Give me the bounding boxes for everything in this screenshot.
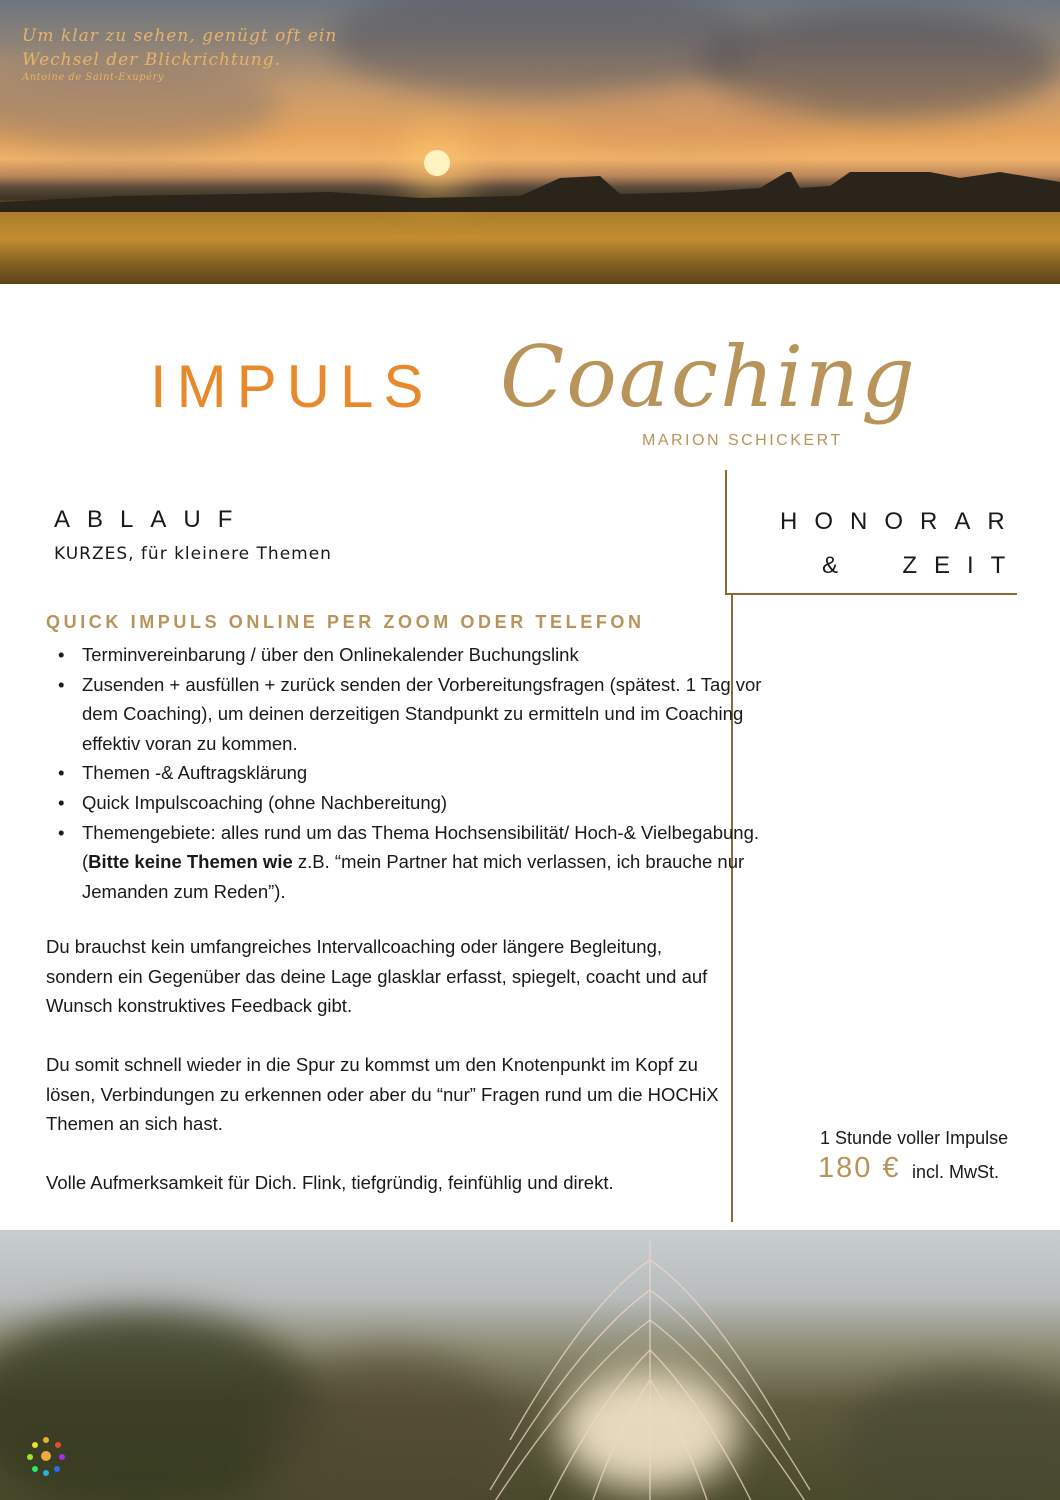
list-item: • Themen -& Auftragsklärung xyxy=(82,758,762,788)
list-item-text: z.B. “mein Partner hat mich verlassen, ich brauche nur Jemanden zum Reden”). xyxy=(82,851,745,902)
list-item: • Terminvereinbarung / über den Onlinekalender Buchungslink xyxy=(82,640,762,670)
paragraph: Volle Aufmerksamkeit für Dich. Flink, tiefgründig, feinfühlig und direkt. xyxy=(46,1172,614,1193)
paragraph: Du somit schnell wieder in die Spur zu kommst um den Knotenpunkt im Kopf zu lösen, Verbindungen zu erkennen oder aber du “nur” Fragen rund um die HOCHiX Themen an sich hast. xyxy=(46,1054,719,1135)
ablauf-heading: ABLAUF xyxy=(54,506,250,533)
zeit-heading: & ZEIT xyxy=(822,552,1023,579)
paragraph: Du brauchst kein umfangreiches Intervallcoaching oder längere Begleitung, sondern ein Gegenüber das deine Lage glasklar erfasst, spiegelt, coacht und auf Wunsch konstruktives Feedback gibt. xyxy=(46,936,708,1017)
hero-quote-author: Antoine de Saint-Exupéry xyxy=(22,72,164,83)
title-impuls: IMPULS xyxy=(150,353,434,420)
footer-feather-photo xyxy=(0,1230,1060,1500)
list-item: • Zusenden + ausfüllen + zurück senden der Vorbereitungsfragen (spätest. 1 Tag vor dem Coaching), um deinen derzeitigen Standpunkt zu ermitteln und im Coaching effektiv voran zu kommen. xyxy=(82,670,762,759)
list-item xyxy=(82,818,762,907)
hero-quote xyxy=(22,24,337,84)
list-item: • Quick Impulscoaching (ohne Nachbereitung) xyxy=(82,788,762,818)
honorar-heading: HONORAR xyxy=(780,508,1022,535)
price-amount: 180 € xyxy=(818,1152,901,1184)
hero-quote-line1: Um klar zu sehen, genügt oft ein xyxy=(22,26,338,46)
list-item-bold-text: Bitte keine Themen wie xyxy=(88,851,293,873)
price-tax-note: incl. MwSt. xyxy=(912,1162,1000,1182)
feather-shape xyxy=(450,1240,850,1500)
list-item-text: Themengebiete: alles rund um das Thema Hochsensibilität/ Hoch-& Vielbegabung. ( xyxy=(82,821,760,873)
price-label: 1 Stunde voller Impulse xyxy=(820,1128,1009,1148)
title-coaching: Coaching xyxy=(500,328,917,426)
treeline-silhouette xyxy=(0,172,1060,212)
horizontal-divider xyxy=(725,593,1017,595)
author-name: MARION SCHICKERT xyxy=(642,432,843,449)
ablauf-subheading: KURZES, für kleinere Themen xyxy=(54,544,332,564)
vertical-divider-top xyxy=(725,470,727,594)
process-list xyxy=(52,640,762,906)
page-title xyxy=(0,328,1060,438)
section-heading: QUICK IMPULS ONLINE PER ZOOM ODER TELEFON xyxy=(46,612,645,632)
hero-sunset-photo xyxy=(0,0,1060,284)
hero-quote-line2: Wechsel der Blickrichtung. xyxy=(22,50,281,70)
colorful-dots-logo-icon xyxy=(22,1432,70,1480)
